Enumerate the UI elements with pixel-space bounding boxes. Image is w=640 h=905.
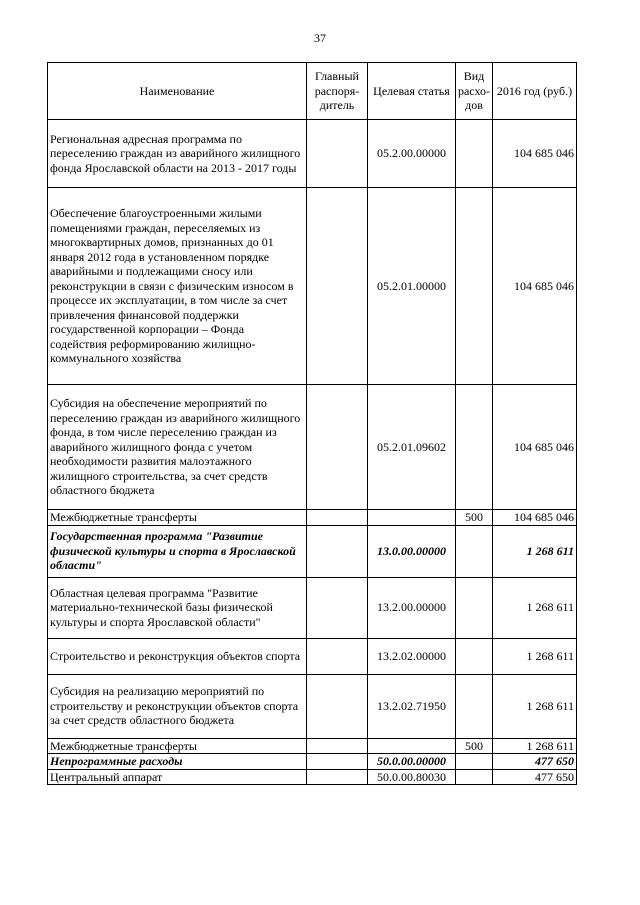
table-row — [48, 188, 577, 385]
row-amount: 1 268 611 — [493, 638, 577, 674]
header-target: Целевая статья — [368, 63, 456, 120]
row-admin — [307, 120, 368, 188]
row-name: Центральный аппарат — [48, 769, 307, 785]
row-amount: 1 268 611 — [493, 738, 577, 754]
row-amount: 104 685 046 — [493, 385, 577, 510]
row-admin — [307, 188, 368, 385]
header-type: Вид расхо-дов — [456, 63, 493, 120]
row-target: 13.0.00.00000 — [368, 525, 456, 577]
row-target: 13.2.02.71950 — [368, 674, 456, 738]
row-type — [456, 674, 493, 738]
table-row — [48, 738, 577, 754]
row-name: Обеспечение благоустроенными жилыми помещениями граждан, переселяемых из многоквартирных домов, признанных до 01 января 2012 года в установленном порядке аварийными и подлежащими сносу или реконструкции в связи с физическим износом в процессе их эксплуатации, в том числе за счет привлечения финансовой поддержки государственной корпорации – Фонда содействия реформированию жилищно-коммунального хозяйства — [48, 188, 307, 385]
row-name: Межбюджетные трансферты — [48, 738, 307, 754]
row-admin — [307, 510, 368, 526]
row-target: 05.2.01.00000 — [368, 188, 456, 385]
row-type — [456, 638, 493, 674]
row-target: 50.0.00.00000 — [368, 754, 456, 770]
row-amount: 104 685 046 — [493, 510, 577, 526]
row-name: Непрограммные расходы — [48, 754, 307, 770]
row-admin — [307, 385, 368, 510]
row-name: Строительство и реконструкция объектов спорта — [48, 638, 307, 674]
row-admin — [307, 754, 368, 770]
table-row — [48, 674, 577, 738]
table-row — [48, 120, 577, 188]
row-type: 500 — [456, 510, 493, 526]
row-target: 13.2.00.00000 — [368, 577, 456, 638]
table-row — [48, 769, 577, 785]
row-admin — [307, 769, 368, 785]
row-type — [456, 754, 493, 770]
row-name: Областная целевая программа "Развитие материально-технической базы физической культуры и спорта Ярославской области" — [48, 577, 307, 638]
row-admin — [307, 577, 368, 638]
row-type: 500 — [456, 738, 493, 754]
row-admin — [307, 738, 368, 754]
row-name: Государственная программа "Развитие физической культуры и спорта в Ярославской области" — [48, 525, 307, 577]
row-admin — [307, 525, 368, 577]
row-amount: 1 268 611 — [493, 674, 577, 738]
table-header-row — [48, 63, 577, 120]
table-row — [48, 754, 577, 770]
row-amount: 477 650 — [493, 769, 577, 785]
table-row — [48, 525, 577, 577]
row-type — [456, 577, 493, 638]
row-target — [368, 738, 456, 754]
row-name: Региональная адресная программа по переселению граждан из аварийного жилищного фонда Ярославской области на 2013 - 2017 годы — [48, 120, 307, 188]
row-target: 13.2.02.00000 — [368, 638, 456, 674]
row-amount: 104 685 046 — [493, 120, 577, 188]
row-type — [456, 188, 493, 385]
row-amount: 1 268 611 — [493, 577, 577, 638]
page-number: 37 — [314, 31, 326, 45]
row-name: Субсидия на реализацию мероприятий по строительству и реконструкции объектов спорта за счет средств областного бюджета — [48, 674, 307, 738]
budget-table — [47, 62, 577, 785]
table-row — [48, 385, 577, 510]
table-row — [48, 638, 577, 674]
row-amount: 104 685 046 — [493, 188, 577, 385]
row-target: 05.2.00.00000 — [368, 120, 456, 188]
row-target: 05.2.01.09602 — [368, 385, 456, 510]
row-name: Межбюджетные трансферты — [48, 510, 307, 526]
row-amount: 1 268 611 — [493, 525, 577, 577]
row-target: 50.0.00.80030 — [368, 769, 456, 785]
header-name: Наименование — [48, 63, 307, 120]
row-admin — [307, 674, 368, 738]
row-type — [456, 120, 493, 188]
row-type — [456, 385, 493, 510]
header-amount: 2016 год (руб.) — [493, 63, 577, 120]
row-type — [456, 525, 493, 577]
table-row — [48, 510, 577, 526]
row-admin — [307, 638, 368, 674]
row-type — [456, 769, 493, 785]
header-admin: Главный распоря-дитель — [307, 63, 368, 120]
row-target — [368, 510, 456, 526]
table-row — [48, 577, 577, 638]
row-amount: 477 650 — [493, 754, 577, 770]
row-name: Субсидия на обеспечение мероприятий по переселению граждан из аварийного жилищного фонда, в том числе переселению граждан из аварийного жилищного фонда с учетом необходимости развития малоэтажного жилищного строительства, за счет средств областного бюджета — [48, 385, 307, 510]
